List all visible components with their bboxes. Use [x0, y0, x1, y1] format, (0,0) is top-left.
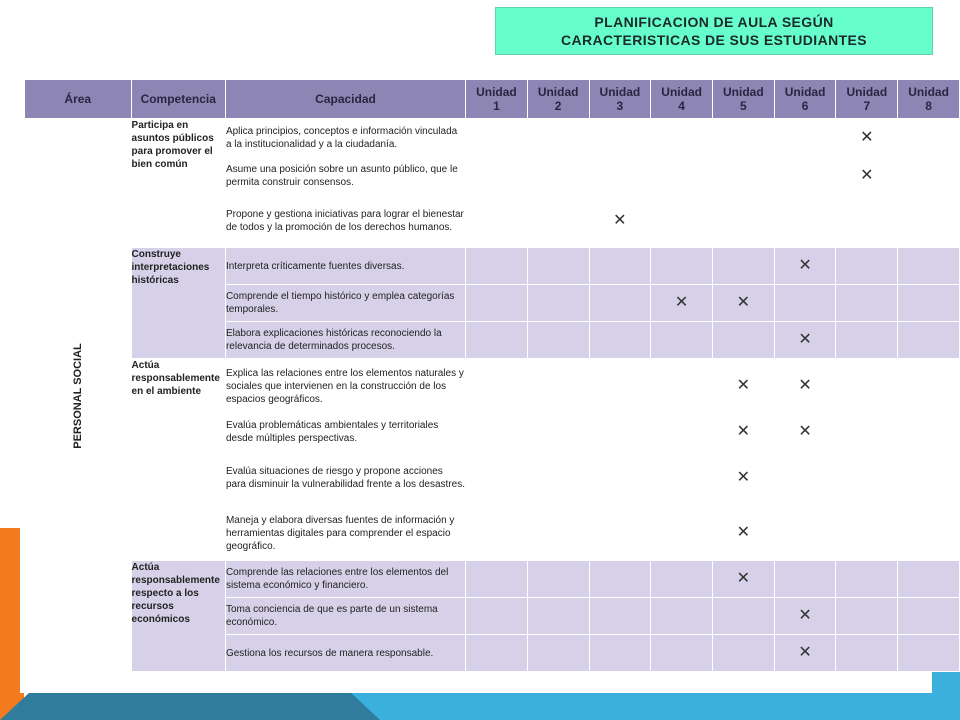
unidad-2-cell	[527, 322, 589, 359]
unidad-5-cell	[712, 195, 774, 248]
unidad-4-cell	[651, 561, 713, 598]
check-mark-icon: ✕	[860, 128, 874, 146]
unidad-7-cell	[836, 598, 898, 635]
unidad-6-cell	[774, 414, 836, 451]
unidad-5-cell	[712, 506, 774, 561]
unidad-4-cell	[651, 157, 713, 195]
unidad-3-cell	[589, 561, 651, 598]
capacidad-cell: Evalúa problemáticas ambientales y territoriales desde múltiples perspectivas.	[225, 414, 465, 451]
unidad-2-cell	[527, 561, 589, 598]
header-capacidad: Capacidad	[225, 80, 465, 119]
check-mark-icon: ✕	[736, 524, 751, 541]
unidad-1-cell	[466, 322, 528, 359]
header-unidad-2: Unidad 2	[527, 80, 589, 119]
unidad-8-cell	[898, 248, 960, 285]
unidad-5-cell	[712, 451, 774, 506]
unidad-6-cell	[774, 157, 836, 195]
unidad-6-cell	[774, 359, 836, 414]
table-row	[25, 248, 960, 285]
bottom-blue-band	[300, 692, 960, 720]
unidad-2-cell	[527, 285, 589, 322]
check-mark-icon: ✕	[613, 212, 627, 229]
unidad-1-cell	[466, 157, 528, 195]
competencia-cell: Actúa responsablemente respecto a los recursos económicos	[131, 561, 225, 672]
unidad-7-cell	[836, 506, 898, 561]
unidad-5-cell	[712, 414, 774, 451]
unidad-1-cell	[466, 119, 528, 157]
check-mark-icon: ✕	[860, 166, 874, 184]
unidad-8-cell	[898, 561, 960, 598]
area-label: PERSONAL SOCIAL	[71, 343, 84, 449]
header-unidad-6: Unidad 6	[774, 80, 836, 119]
capacidad-cell: Comprende las relaciones entre los elementos del sistema económico y financiero.	[225, 561, 465, 598]
unidad-5-cell	[712, 248, 774, 285]
check-mark-icon: ✕	[798, 331, 812, 348]
table-row	[25, 359, 960, 414]
unidad-7-cell	[836, 119, 898, 157]
unidad-1-cell	[466, 561, 528, 598]
unidad-6-cell	[774, 561, 836, 598]
unidad-1-cell	[466, 506, 528, 561]
unidad-8-cell	[898, 285, 960, 322]
unidad-2-cell	[527, 119, 589, 157]
capacidad-cell: Gestiona los recursos de manera responsable.	[225, 635, 465, 672]
check-mark-icon: ✕	[736, 469, 751, 486]
unidad-1-cell	[466, 414, 528, 451]
check-mark-icon: ✕	[798, 423, 812, 440]
check-mark-icon: ✕	[798, 257, 812, 274]
unidad-7-cell	[836, 451, 898, 506]
unidad-4-cell	[651, 506, 713, 561]
bottom-dark-band	[0, 692, 380, 720]
unidad-4-cell	[651, 322, 713, 359]
header-unidad-7: Unidad 7	[836, 80, 898, 119]
unidad-8-cell	[898, 322, 960, 359]
unidad-5-cell	[712, 157, 774, 195]
unidad-1-cell	[466, 285, 528, 322]
unidad-5-cell	[712, 119, 774, 157]
check-mark-icon: ✕	[736, 423, 751, 440]
unidad-3-cell	[589, 195, 651, 248]
planning-table	[24, 79, 960, 672]
unidad-2-cell	[527, 359, 589, 414]
unidad-5-cell	[712, 322, 774, 359]
unidad-6-cell	[774, 451, 836, 506]
unidad-1-cell	[466, 451, 528, 506]
unidad-1-cell	[466, 598, 528, 635]
header-area: Área	[25, 80, 132, 119]
unidad-6-cell	[774, 598, 836, 635]
competencia-cell: Construye interpretaciones históricas	[131, 248, 225, 359]
unidad-5-cell	[712, 598, 774, 635]
unidad-6-cell	[774, 506, 836, 561]
check-mark-icon: ✕	[736, 377, 751, 394]
unidad-4-cell	[651, 598, 713, 635]
capacidad-cell: Evalúa situaciones de riesgo y propone acciones para disminuir la vulnerabilidad frente a los desastres.	[225, 451, 465, 506]
check-mark-icon: ✕	[798, 644, 812, 661]
unidad-4-cell	[651, 451, 713, 506]
unidad-7-cell	[836, 635, 898, 672]
table-row	[25, 119, 960, 157]
unidad-3-cell	[589, 598, 651, 635]
unidad-8-cell	[898, 195, 960, 248]
unidad-4-cell	[651, 359, 713, 414]
check-mark-icon: ✕	[736, 570, 751, 587]
header-competencia: Competencia	[131, 80, 225, 119]
capacidad-cell: Aplica principios, conceptos e información vinculada a la institucionalidad y a la ciudadanía.	[225, 119, 465, 157]
unidad-2-cell	[527, 598, 589, 635]
unidad-2-cell	[527, 414, 589, 451]
unidad-6-cell	[774, 322, 836, 359]
unidad-3-cell	[589, 322, 651, 359]
unidad-2-cell	[527, 195, 589, 248]
unidad-2-cell	[527, 451, 589, 506]
check-mark-icon: ✕	[798, 607, 812, 624]
unidad-3-cell	[589, 359, 651, 414]
unidad-7-cell	[836, 414, 898, 451]
capacidad-cell: Asume una posición sobre un asunto público, que le permita construir consensos.	[225, 157, 465, 195]
capacidad-cell: Toma conciencia de que es parte de un sistema económico.	[225, 598, 465, 635]
unidad-3-cell	[589, 635, 651, 672]
header-unidad-3: Unidad 3	[589, 80, 651, 119]
check-mark-icon: ✕	[798, 377, 812, 394]
unidad-1-cell	[466, 195, 528, 248]
unidad-6-cell	[774, 285, 836, 322]
slide-title	[495, 7, 933, 55]
unidad-8-cell	[898, 414, 960, 451]
capacidad-cell: Elabora explicaciones históricas reconociendo la relevancia de determinados procesos.	[225, 322, 465, 359]
capacidad-cell: Propone y gestiona iniciativas para lograr el bienestar de todos y la promoción de los derechos humanos.	[225, 195, 465, 248]
unidad-4-cell	[651, 635, 713, 672]
unidad-3-cell	[589, 451, 651, 506]
title-line-1: PLANIFICACION DE AULA SEGÚN	[594, 14, 834, 30]
header-unidad-8: Unidad 8	[898, 80, 960, 119]
unidad-2-cell	[527, 157, 589, 195]
capacidad-cell: Maneja y elabora diversas fuentes de información y herramientas digitales para comprender el espacio geográfico.	[225, 506, 465, 561]
unidad-2-cell	[527, 506, 589, 561]
table-row	[25, 561, 960, 598]
unidad-1-cell	[466, 635, 528, 672]
unidad-6-cell	[774, 248, 836, 285]
check-mark-icon: ✕	[736, 294, 751, 311]
unidad-7-cell	[836, 248, 898, 285]
unidad-4-cell	[651, 248, 713, 285]
unidad-8-cell	[898, 119, 960, 157]
unidad-4-cell	[651, 414, 713, 451]
unidad-7-cell	[836, 359, 898, 414]
header-unidad-5: Unidad 5	[712, 80, 774, 119]
unidad-4-cell	[651, 285, 713, 322]
unidad-7-cell	[836, 561, 898, 598]
unidad-7-cell	[836, 195, 898, 248]
competencia-cell: Participa en asuntos públicos para promover el bien común	[131, 119, 225, 248]
unidad-6-cell	[774, 635, 836, 672]
competencia-cell: Actúa responsablemente en el ambiente	[131, 359, 225, 561]
unidad-8-cell	[898, 157, 960, 195]
unidad-8-cell	[898, 506, 960, 561]
unidad-5-cell	[712, 561, 774, 598]
unidad-6-cell	[774, 119, 836, 157]
unidad-1-cell	[466, 248, 528, 285]
check-mark-icon: ✕	[674, 294, 689, 311]
unidad-8-cell	[898, 598, 960, 635]
unidad-7-cell	[836, 322, 898, 359]
header-unidad-4: Unidad 4	[651, 80, 713, 119]
unidad-4-cell	[651, 195, 713, 248]
unidad-3-cell	[589, 414, 651, 451]
unidad-5-cell	[712, 359, 774, 414]
header-row	[25, 80, 960, 119]
table-body	[25, 119, 960, 672]
unidad-4-cell	[651, 119, 713, 157]
unidad-8-cell	[898, 451, 960, 506]
capacidad-cell: Explica las relaciones entre los elementos naturales y sociales que intervienen en la construcción de los espacios geográficos.	[225, 359, 465, 414]
unidad-3-cell	[589, 506, 651, 561]
unidad-8-cell	[898, 635, 960, 672]
area-cell	[25, 119, 132, 672]
unidad-7-cell	[836, 157, 898, 195]
capacidad-cell: Interpreta críticamente fuentes diversas.	[225, 248, 465, 285]
unidad-2-cell	[527, 248, 589, 285]
capacidad-cell: Comprende el tiempo histórico y emplea categorías temporales.	[225, 285, 465, 322]
unidad-6-cell	[774, 195, 836, 248]
unidad-2-cell	[527, 635, 589, 672]
title-line-2: CARACTERISTICAS DE SUS ESTUDIANTES	[560, 32, 868, 48]
header-unidad-1: Unidad 1	[466, 80, 528, 119]
unidad-8-cell	[898, 359, 960, 414]
unidad-3-cell	[589, 157, 651, 195]
unidad-7-cell	[836, 285, 898, 322]
unidad-3-cell	[589, 119, 651, 157]
unidad-5-cell	[712, 635, 774, 672]
unidad-1-cell	[466, 359, 528, 414]
unidad-3-cell	[589, 248, 651, 285]
unidad-3-cell	[589, 285, 651, 322]
unidad-5-cell	[712, 285, 774, 322]
